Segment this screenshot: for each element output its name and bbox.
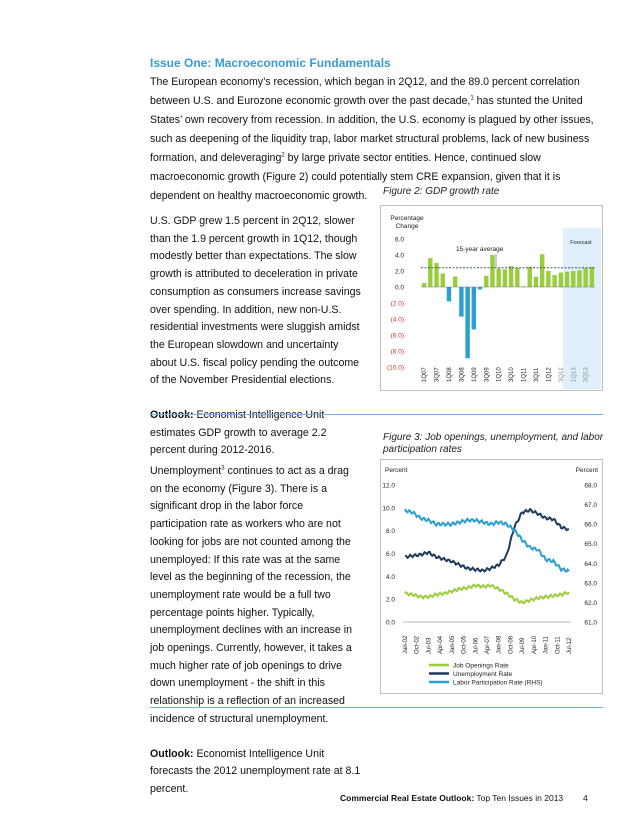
gdp-bar-4Q07 xyxy=(441,273,445,287)
left-tick-label: 12.0 xyxy=(382,482,395,490)
gdp-bar-4Q12 xyxy=(565,272,569,287)
x-tick-label: 3Q13 xyxy=(583,367,590,382)
x-tick-label: 1Q12 xyxy=(546,367,553,382)
series-line-1 xyxy=(405,509,569,571)
x-tick-label: Apr-04 xyxy=(438,635,445,654)
figure-2-caption: Figure 2: GDP growth rate xyxy=(383,186,500,197)
x-tick-label: Jul-09 xyxy=(520,637,527,654)
x-tick-label: Jan-02 xyxy=(403,635,409,654)
gdp-body: U.S. GDP grew 1.5 percent in 2Q12, slower than the 1.9 percent growth in 1Q12, though modestly better than expectations. The slow growth is attributed to deceleration in private consumption as consumers increase savings over spending. In addition, new non-U.S. residential investments were sluggish amidst the European slowdown and uncertainty about U.S. fiscal policy pending the outcome of the November Presidential elections. xyxy=(150,215,361,387)
gdp-bar-3Q13 xyxy=(583,268,587,287)
unemp-outlook xyxy=(150,746,362,799)
x-tick-label: Oct-08 xyxy=(508,635,515,654)
y-tick-label: (8.0) xyxy=(390,348,404,356)
y-tick-label: 0.0 xyxy=(394,284,404,292)
x-tick-label: 3Q12 xyxy=(558,367,565,382)
legend-label-0: Job Openings Rate xyxy=(453,662,509,670)
left-tick-label: 2.0 xyxy=(385,596,395,604)
right-tick-label: 68.0 xyxy=(584,482,597,490)
left-tick-label: 8.0 xyxy=(385,528,395,536)
gdp-bar-2Q07 xyxy=(428,258,432,287)
gdp-bar-2Q08 xyxy=(453,277,457,287)
gdp-text-block xyxy=(150,213,362,460)
gdp-growth-chart xyxy=(381,206,602,390)
x-tick-label: Jul-12 xyxy=(567,637,573,654)
x-tick-label: 3Q07 xyxy=(434,367,441,382)
left-tick-label: 0.0 xyxy=(385,619,395,627)
intro-paragraph xyxy=(150,73,598,206)
x-tick-label: 1Q08 xyxy=(446,367,453,382)
y-tick-label: (6.0) xyxy=(390,332,404,340)
gdp-bar-4Q10 xyxy=(515,268,519,287)
x-tick-label: Jan-05 xyxy=(449,635,456,654)
x-tick-label: 3Q09 xyxy=(484,367,491,382)
y-tick-label: (4.0) xyxy=(390,316,404,324)
labor-chart-frame xyxy=(380,459,603,694)
x-tick-label: 1Q11 xyxy=(521,367,528,382)
footer-subtitle: Top Ten Issues in 2013 xyxy=(474,793,564,803)
gdp-bar-2Q12 xyxy=(552,275,556,287)
gdp-bar-3Q09 xyxy=(484,276,488,287)
x-tick-label: 1Q07 xyxy=(422,367,429,382)
section-title: Issue One: Macroeconomic Fundamentals xyxy=(150,56,391,70)
section-divider-1 xyxy=(150,414,603,415)
series-line-2 xyxy=(405,509,569,572)
intro-text-2: has stunted the United States’ own recovery from recession. In addition, the U.S. economy is plagued by other issues, such as deepening of the liquidity trap, labor market structural problems, lack of new business formation, and deleveraging xyxy=(150,95,594,164)
gdp-bar-3Q10 xyxy=(509,266,513,287)
y-tick-label: 6.0 xyxy=(394,236,404,244)
right-tick-label: 61.0 xyxy=(584,619,597,627)
legend-label-2: Labor Participation Rate (RHS) xyxy=(453,679,543,687)
x-tick-label: Jan-11 xyxy=(543,636,550,654)
x-tick-label: Apr-07 xyxy=(485,635,491,654)
gdp-bar-1Q09 xyxy=(472,287,476,329)
unemp-text-2: continues to act as a drag on the economy (Figure 3). There is a significant drop in the labor force participation rate as workers who are not looking for jobs are not counted among the unemployed: If this rate was at the same level as the beginning of the recession, the unemployment rate would be a full two percentage points higher. Typically, unemployment declines with an increase in job openings. Currently, however, it takes a much higher rate of job openings to drive down unemployment - the shift in this relationship is a reflection of an increased incidence of structural unemployment. xyxy=(150,465,352,725)
unemp-text-1: Unemployment xyxy=(150,465,222,477)
footnote-ref-2[interactable]: 2 xyxy=(281,152,285,159)
gdp-chart-frame xyxy=(380,205,603,391)
x-tick-label: 1Q09 xyxy=(471,367,478,382)
x-tick-label: 3Q10 xyxy=(509,367,516,382)
y-axis-label-line-2: Change xyxy=(395,223,419,230)
y-tick-label: 2.0 xyxy=(394,268,404,276)
x-tick-label: Oct-11 xyxy=(555,636,562,654)
x-tick-label: 3Q11 xyxy=(533,367,540,382)
right-tick-label: 63.0 xyxy=(584,580,597,588)
gdp-bar-1Q08 xyxy=(447,287,451,301)
gdp-bar-3Q07 xyxy=(434,263,438,287)
forecast-region xyxy=(563,228,601,389)
x-tick-label: Jul-06 xyxy=(473,637,480,654)
y-tick-label: (10.0) xyxy=(387,364,404,372)
unemp-outlook-label: Outlook: xyxy=(150,747,194,760)
y-tick-label: 4.0 xyxy=(394,252,404,260)
gdp-bar-3Q11 xyxy=(534,277,538,287)
right-tick-label: 64.0 xyxy=(584,560,597,568)
gdp-outlook-text: Economist Intelligence Unit estimates GDP growth to average 2.2 percent during 2012-2016. xyxy=(150,409,327,457)
unemp-outlook-text: Economist Intelligence Unit forecasts the 2012 unemployment rate at 8.1 percent. xyxy=(150,747,361,795)
unemployment-text-block xyxy=(150,463,362,799)
page-number: 4 xyxy=(583,793,588,803)
x-tick-label: Oct-02 xyxy=(414,635,421,654)
gdp-bar-4Q09 xyxy=(490,255,494,287)
gdp-bar-1Q12 xyxy=(546,271,550,287)
gdp-bar-4Q08 xyxy=(465,287,469,358)
forecast-label: Forecast xyxy=(570,240,592,246)
footer xyxy=(340,793,563,803)
figure-3-caption: Figure 3: Job openings, unemployment, and labor participation rates xyxy=(383,432,604,455)
gdp-bar-2Q11 xyxy=(528,267,532,287)
gdp-bar-2Q10 xyxy=(503,269,507,287)
intro-text-1: The European economy’s recession, which began in 2Q12, and the 89.0 percent correlation between U.S. and Eurozone economic growth over the past decade, xyxy=(150,76,580,107)
footer-title: Commercial Real Estate Outlook: xyxy=(340,793,475,803)
section-divider-2 xyxy=(150,707,603,708)
average-label: 15-year average xyxy=(456,246,504,253)
gdp-outlook-label: Outlook: xyxy=(150,409,194,422)
gdp-bar-2Q09 xyxy=(478,287,482,289)
footnote-ref-3[interactable]: 3 xyxy=(221,465,225,472)
gdp-bar-3Q12 xyxy=(559,273,563,287)
x-tick-label: Jan-08 xyxy=(496,635,503,654)
gdp-bar-1Q13 xyxy=(571,271,575,287)
right-tick-label: 65.0 xyxy=(584,541,597,549)
left-tick-label: 10.0 xyxy=(382,505,395,513)
x-tick-label: Apr-10 xyxy=(531,635,538,654)
gdp-bar-1Q10 xyxy=(496,269,500,287)
x-tick-label: Oct-05 xyxy=(461,635,468,654)
series-line-0 xyxy=(405,585,569,604)
gdp-bar-2Q13 xyxy=(577,270,581,287)
x-tick-label: Jul-03 xyxy=(426,637,433,654)
right-tick-label: 67.0 xyxy=(584,502,597,510)
left-tick-label: 4.0 xyxy=(385,573,395,581)
footnote-ref-1[interactable]: 1 xyxy=(470,95,474,102)
right-tick-label: 66.0 xyxy=(584,521,597,529)
gdp-bar-1Q07 xyxy=(422,283,426,287)
gdp-bar-4Q11 xyxy=(540,254,544,287)
gdp-bar-3Q08 xyxy=(459,287,463,317)
right-axis-label: Percent xyxy=(575,467,598,474)
left-axis-label: Percent xyxy=(385,467,408,474)
left-tick-label: 6.0 xyxy=(385,551,395,558)
gdp-bar-4Q13 xyxy=(590,267,594,287)
x-tick-label: 1Q13 xyxy=(571,367,578,382)
labor-market-chart xyxy=(381,460,602,693)
intro-text-3: by large private sector entities. Hence, continued slow macroeconomic growth (Figure 2) could potentially stem CRE expansion, given that it is dependent on healthy macroeconomic growth. xyxy=(150,152,561,202)
right-tick-label: 62.0 xyxy=(584,599,597,607)
y-tick-label: (2.0) xyxy=(390,300,404,308)
y-axis-label-line-1: Percentage xyxy=(390,215,424,222)
x-tick-label: 1Q10 xyxy=(496,367,503,382)
legend-label-1: Unemployment Rate xyxy=(453,671,513,678)
x-tick-label: 3Q08 xyxy=(459,367,466,382)
